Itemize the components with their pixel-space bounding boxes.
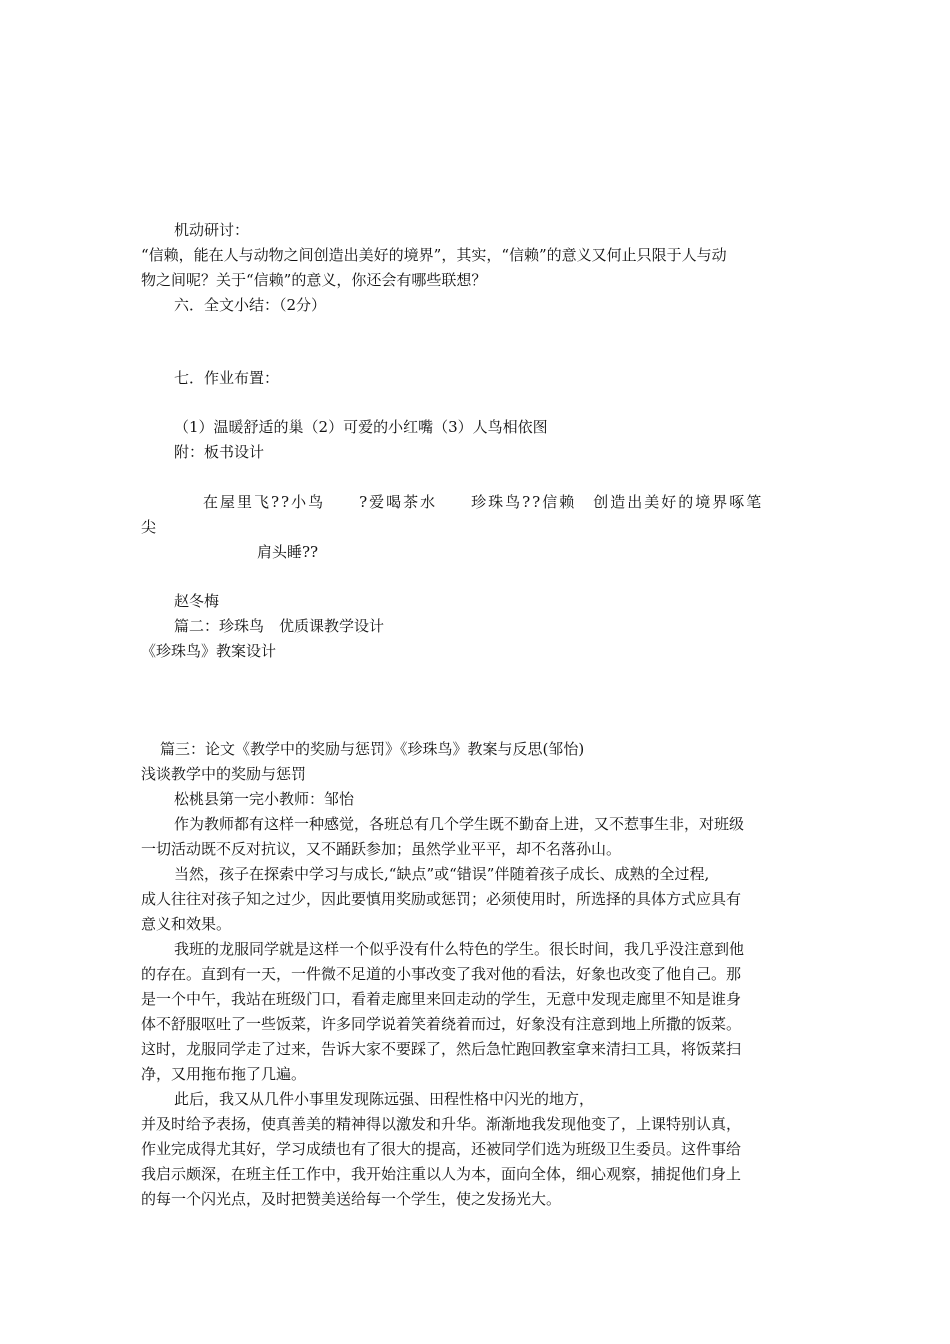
text-line: 是一个中午，我站在班级门口，看着走廊里来回走动的学生，无意中发现走廊里不知是谁身: [141, 990, 742, 1008]
section-heading: 篇三：论文《教学中的奖励与惩罚》《珍珠鸟》教案与反思(邹怡): [160, 740, 585, 758]
text-line: 此后，我又从几件小事里发现陈远强、田程性格中闪光的地方，: [174, 1090, 595, 1108]
article-author: 松桃县第一完小教师：邹怡: [174, 790, 355, 808]
article-title: 浅谈教学中的奖励与惩罚: [141, 765, 307, 783]
text-line: 成人往往对孩子知之过少，因此要慎用奖励或惩罚；必须使用时，所选择的具体方式应具有: [141, 890, 742, 908]
text-line: 附：板书设计: [174, 443, 265, 461]
text-line: 当然，孩子在探索中学习与成长,“缺点”或“错误”伴随着孩子成长、成熟的全过程,: [174, 865, 710, 883]
text-line: 体不舒服呕吐了一些饭菜，许多同学说着笑着绕着而过，好象没有注意到地上所撒的饭菜。: [141, 1015, 742, 1033]
author-name: 赵冬梅: [174, 592, 220, 610]
section-heading: 六．全文小结：（2分）: [174, 296, 327, 314]
text-line: 一切活动既不反对抗议，又不踊跃参加；虽然学业平平，却不名落孙山。: [141, 840, 622, 858]
text-line: “信赖，能在人与动物之间创造出美好的境界”，其实，“信赖”的意义又何止只限于人与动: [141, 246, 727, 264]
text-line: 净，又用拖布拖了几遍。: [141, 1065, 307, 1083]
text-line: 并及时给予表扬，使真善美的精神得以激发和升华。渐渐地我发现他变了，上课特别认真，: [141, 1115, 742, 1133]
text-line: 作为教师都有这样一种感觉，各班总有几个学生既不勤奋上进，又不惹事生非，对班级: [174, 815, 745, 833]
section-title: 《珍珠鸟》教案设计: [141, 642, 277, 660]
text-line: 的存在。直到有一天，一件微不足道的小事改变了我对他的看法，好象也改变了他自己。那: [141, 965, 742, 983]
text-line: 作业完成得尤其好，学习成绩也有了很大的提高，还被同学们选为班级卫生委员。这件事给: [141, 1140, 742, 1158]
section-heading: 七．作业布置：: [174, 369, 280, 387]
text-line: 我班的龙服同学就是这样一个似乎没有什么特色的学生。很长时间，我几乎没注意到他: [174, 940, 745, 958]
text-line: 机动研讨：: [174, 221, 250, 239]
text-line: （1）温暖舒适的巢（2）可爱的小红嘴（3）人鸟相依图: [174, 418, 548, 436]
board-design-line: 尖: [141, 518, 157, 536]
text-line: 这时，龙服同学走了过来，告诉大家不要踩了，然后急忙跑回教室拿来清扫工具，将饭菜扫: [141, 1040, 742, 1058]
text-line: 意义和效果。: [141, 915, 232, 933]
board-design-line: 肩头睡??: [257, 543, 319, 561]
text-line: 物之间呢？关于“信赖”的意义，你还会有哪些联想？: [141, 271, 487, 289]
text-line: 我启示颇深，在班主任工作中，我开始注重以人为本，面向全体，细心观察，捕捉他们身上: [141, 1165, 742, 1183]
section-heading: 篇二：珍珠鸟 优质课教学设计: [174, 617, 385, 635]
board-design-line: 在屋里飞??小鸟 ?爱喝茶水 珍珠鸟??信赖 创造出美好的境界啄笔: [203, 493, 764, 511]
text-line: 的每一个闪光点，及时把赞美送给每一个学生，使之发扬光大。: [141, 1190, 562, 1208]
